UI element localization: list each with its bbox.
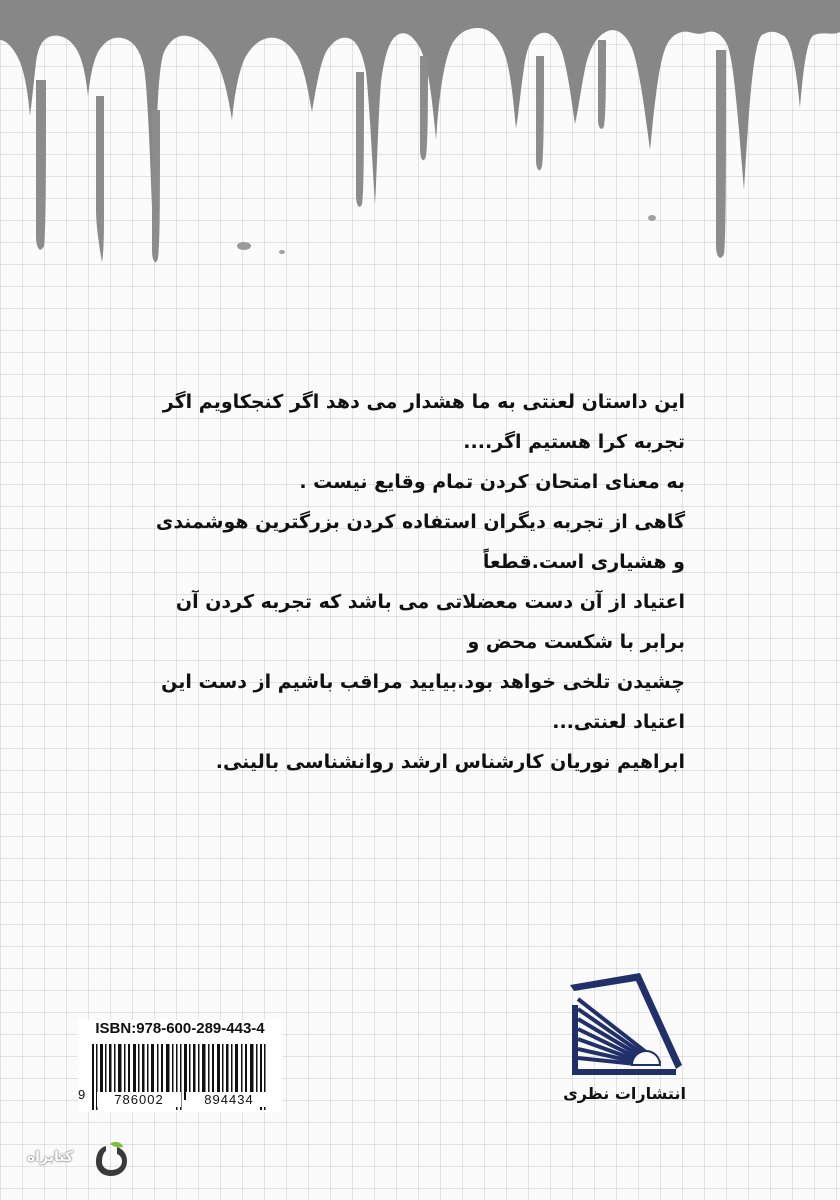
blurb-paragraph: گاهی از تجربه دیگران استفاده کردن بزرگترین هوشمندی و هشیاری است.قطعاً اعتیاد از آن دست معضلاتی می باشد که تجربه کردن آن برابر با شکست محض و چشیدن تلخی خواهد بود.بیایید مراقب باشیم از دست این اعتیاد لعنتی... — [155, 511, 685, 733]
book-rays-logo-icon — [562, 965, 692, 1085]
publisher-name: انتشارات نظری — [563, 1084, 686, 1103]
author-credit: ابراهیم نوریان کارشناس ارشد روانشناسی بالینی. — [215, 751, 685, 773]
barcode-digit-first: 9 — [78, 1087, 86, 1102]
ketabrah-watermark — [12, 1140, 132, 1180]
isbn-label: ISBN:978-600-289-443-4 — [95, 1020, 265, 1037]
ketabrah-logo-icon — [92, 1140, 132, 1180]
paint-drips-decoration — [0, 0, 840, 270]
watermark-text: کتابراه — [26, 1149, 74, 1165]
barcode-digits-left: 786002 — [97, 1092, 181, 1107]
back-cover-blurb — [140, 382, 685, 782]
barcode-digits-right: 894434 — [186, 1092, 272, 1107]
blurb-paragraph: این داستان لعنتی به ما هشدار می دهد اگر کنجکاویم اگر تجربه کرا هستیم اگر.... به معنای امتحان کردن تمام وقایع نیست . — [162, 391, 685, 493]
isbn-barcode-block — [78, 1020, 282, 1112]
